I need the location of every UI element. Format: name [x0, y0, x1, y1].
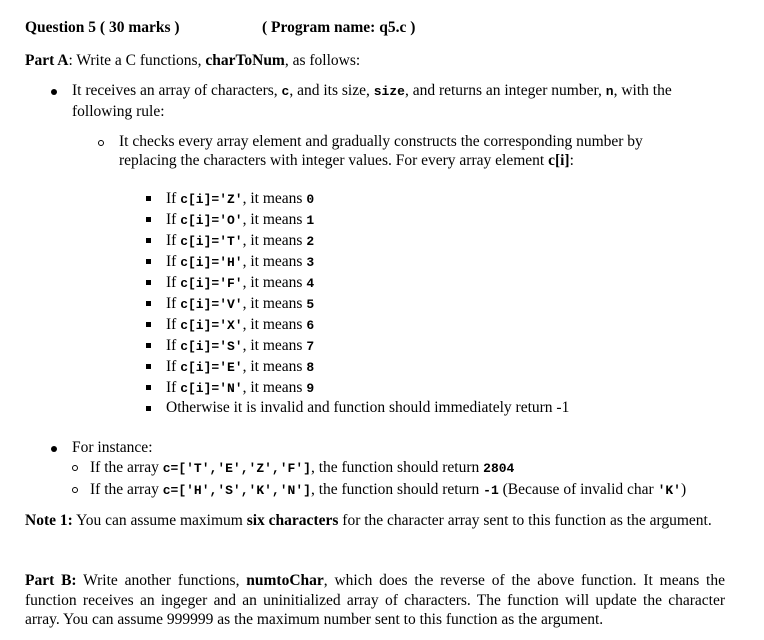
value: 6	[306, 318, 315, 333]
value: 7	[306, 339, 315, 354]
text: for the character array sent to this function as the argument.	[338, 512, 712, 529]
bullet-square	[146, 217, 151, 222]
code: c[i]='S'	[180, 339, 243, 354]
text: If	[166, 295, 181, 312]
bullet-receives-line1	[72, 81, 672, 101]
text: , it means	[242, 211, 307, 228]
text: , it means	[242, 379, 307, 396]
text: , the function should return	[310, 459, 484, 476]
mapping-item	[166, 189, 314, 209]
bullet-square	[146, 406, 151, 411]
text: , which does the reverse of the above function. It means the function receives an ingeger and an uninitialized array of characters. The function will update the character array. You can assume 999999 as the maximum number sent to this function as the argument.	[25, 572, 725, 628]
code: c[i]='O'	[180, 213, 243, 228]
code-size: size	[373, 84, 405, 99]
code-n: n	[605, 84, 614, 99]
text: You can assume maximum	[72, 512, 247, 529]
value: 9	[306, 381, 315, 396]
text: If	[166, 358, 181, 375]
part-a-text: : Write a C functions,	[68, 52, 206, 69]
bullet-circle	[72, 487, 78, 493]
bullet-circle	[72, 465, 78, 471]
bullet-square	[146, 322, 151, 327]
bullet-square	[146, 343, 151, 348]
question-heading	[25, 18, 180, 37]
mapping-item	[166, 273, 314, 293]
code: c=['H','S','K','N']	[162, 483, 311, 498]
code-c: c	[281, 84, 290, 99]
bullet-square	[146, 259, 151, 264]
bullet-square	[146, 385, 151, 390]
code: c[i]='E'	[180, 360, 243, 375]
text: , the function should return	[310, 481, 484, 498]
text: , it means	[242, 232, 307, 249]
text: , with the	[613, 82, 672, 99]
text: If the array	[90, 459, 163, 476]
value: 8	[306, 360, 315, 375]
text: If the array	[90, 481, 163, 498]
bullet-disc	[51, 446, 57, 452]
mapping-item	[166, 210, 314, 230]
value: 3	[306, 255, 315, 270]
sub-bullet-line2	[119, 151, 574, 170]
text: , it means	[242, 337, 307, 354]
text: Write another functions,	[76, 572, 247, 589]
mapping-item	[166, 294, 314, 314]
part-b-label: Part B:	[25, 572, 77, 589]
text: , and its size,	[289, 82, 374, 99]
bullet-square	[146, 301, 151, 306]
mapping-item	[166, 378, 314, 398]
part-a-intro	[25, 51, 360, 70]
code: c[i]='N'	[180, 381, 243, 396]
bullet-circle	[98, 140, 104, 146]
value: -1	[483, 483, 499, 498]
mapping-item	[166, 336, 314, 356]
text: (Because of invalid char	[498, 481, 658, 498]
bullet-square	[146, 364, 151, 369]
function-name-chartonum: charToNum	[205, 52, 285, 69]
text: If	[166, 379, 181, 396]
code: 'K'	[657, 483, 681, 498]
text: If	[166, 253, 181, 270]
text: If	[166, 190, 181, 207]
bullet-receives-line2: following rule:	[72, 103, 165, 120]
code: c[i]='Z'	[180, 192, 243, 207]
value: 2	[306, 234, 315, 249]
value: 0	[306, 192, 315, 207]
value: 1	[306, 213, 315, 228]
note-label: Note 1:	[25, 512, 73, 529]
text: If	[166, 211, 181, 228]
code: c[i]='H'	[180, 255, 243, 270]
question-title: Question 5 ( 30 marks )	[25, 19, 180, 36]
program-name: ( Program name: q5.c )	[262, 19, 416, 36]
mapping-item	[166, 231, 314, 251]
bullet-square	[146, 196, 151, 201]
text: , it means	[242, 316, 307, 333]
text: , and returns an integer number,	[404, 82, 606, 99]
text: It receives an array of characters,	[72, 82, 282, 99]
value: 4	[306, 276, 315, 291]
bullet-disc	[51, 89, 57, 95]
mapping-item	[166, 357, 314, 377]
text: If	[166, 316, 181, 333]
code: c[i]='X'	[180, 318, 243, 333]
text: , it means	[242, 358, 307, 375]
text: If	[166, 232, 181, 249]
text: , it means	[242, 253, 307, 270]
text: If	[166, 274, 181, 291]
note-1	[25, 511, 712, 530]
code: c[i]='F'	[180, 276, 243, 291]
mapping-item	[166, 315, 314, 335]
text: If	[166, 337, 181, 354]
code: c[i]='T'	[180, 234, 243, 249]
text: replacing the characters with integer values. For every array element	[119, 152, 549, 169]
for-instance-label: For instance:	[72, 439, 153, 456]
example-2	[90, 480, 686, 500]
part-a-label: Part A	[25, 52, 69, 69]
text: )	[680, 481, 687, 498]
code-ci: c[i]	[548, 152, 570, 169]
value: 2804	[483, 461, 515, 476]
code: c[i]='V'	[180, 297, 243, 312]
text: , it means	[242, 295, 307, 312]
bullet-square	[146, 238, 151, 243]
sub-bullet-line1: It checks every array element and gradually constructs the corresponding number by	[119, 133, 643, 150]
code: c=['T','E','Z','F']	[162, 461, 311, 476]
text: , it means	[242, 190, 307, 207]
part-b-paragraph	[25, 571, 725, 630]
function-name-numtochar: numtoChar	[246, 572, 324, 589]
part-a-text-end: , as follows:	[284, 52, 361, 69]
example-1	[90, 458, 514, 478]
text: , it means	[242, 274, 307, 291]
mapping-item	[166, 252, 314, 272]
text-bold: six characters	[246, 512, 339, 529]
text: :	[569, 152, 574, 169]
value: 5	[306, 297, 315, 312]
mapping-otherwise: Otherwise it is invalid and function should immediately return -1	[166, 399, 570, 416]
bullet-square	[146, 280, 151, 285]
